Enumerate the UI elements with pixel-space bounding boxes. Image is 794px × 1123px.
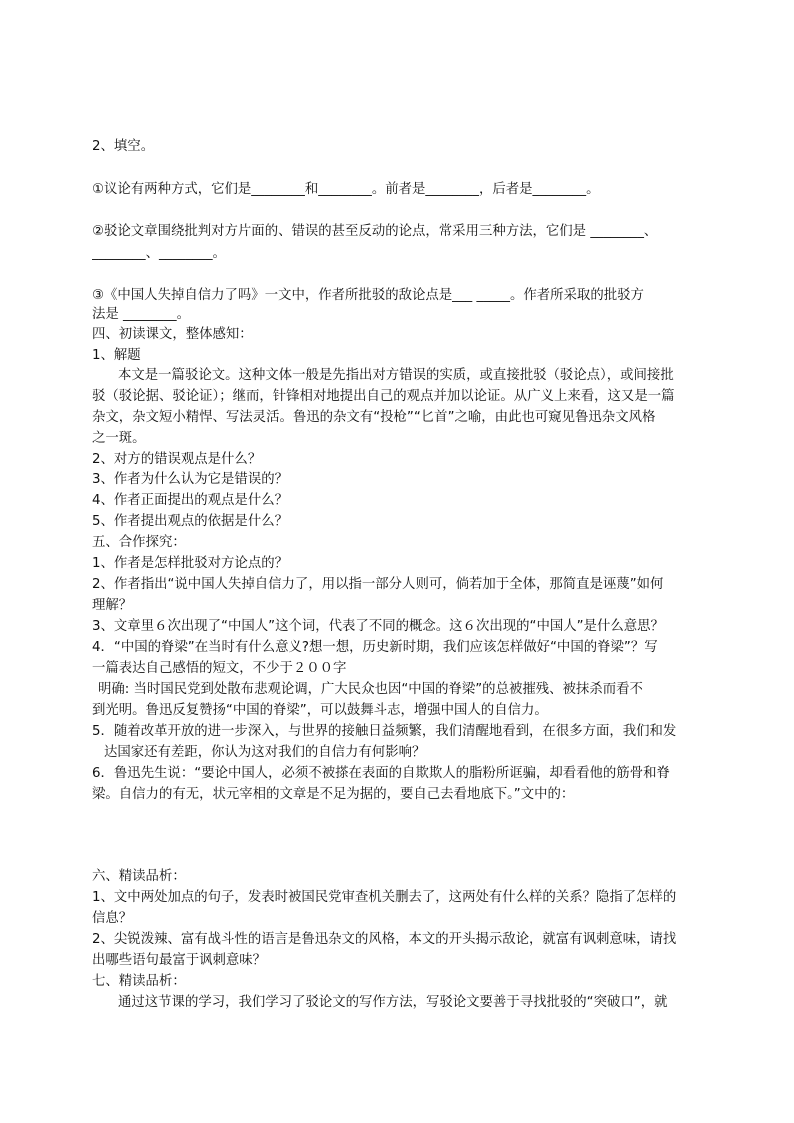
question-line: 1、文中两处加点的句子，发表时被国民党审查机关删去了，这两处有什么样的关系？隐指了怎样的 [92, 890, 677, 905]
fill-question-3-line-1: ③《中国人失掉自信力了吗》一文中，作者所批驳的敌论点是___ _____。作者所采取的批驳方 [92, 288, 644, 303]
section-heading: 五、合作探究： [92, 535, 186, 550]
question-line: 3、作者为什么认为它是错误的？ [92, 472, 288, 487]
question-line: 信息？ [92, 911, 133, 926]
section-heading: 七、精读品析： [92, 974, 186, 989]
fill-question-3-line-2: 法是 ________。 [92, 307, 190, 322]
question-line: 达国家还有差距，你认为这对我们的自信力有何影响？ [104, 745, 426, 760]
question-line: 5．随着改革开放的进一步深入，与世界的接触日益频繁，我们清醒地看到，在很多方面，我们和发 [92, 724, 677, 739]
question-line: 2、作者指出“说中国人失掉自信力了，用以指一部分人则可，倘若加于全体，那简直是诬蔑”如何 [92, 577, 664, 592]
question-line: 5、作者提出观点的依据是什么？ [92, 514, 288, 529]
paragraph-line: 杂文，杂文短小精悍、写法灵活。鲁迅的杂文有“投枪”“匕首”之喻，由此也可窥见鲁迅杂文风格 [92, 410, 656, 425]
question-line: 4．“中国的脊梁”在当时有什么意义?想一想，历史新时期，我们应该怎样做好“中国的脊梁”？写 [92, 640, 658, 655]
section-heading: 四、初读课文，整体感知： [92, 327, 253, 342]
question-line: 出哪些语句最富于讽刺意味？ [92, 953, 267, 968]
paragraph-line: 通过这节课的学习，我们学习了驳论文的写作方法，写驳论文要善于寻找批驳的“突破口”，就 [118, 995, 668, 1010]
answer-line: 明确: 当时国民党到处散布悲观论调，广大民众也因“中国的脊梁”的总被摧残、被抹杀而看不 [98, 682, 643, 697]
question-line: 2、对方的错误观点是什么？ [92, 452, 262, 467]
paragraph-line: 驳（驳论据、驳论证）；继而，针锋相对地提出自己的观点并加以论证。从广义上来看，这又是一篇 [92, 389, 675, 404]
fill-question-1: ①议论有两种方式，它们是________和________。前者是________，后者是________。 [92, 182, 600, 197]
question-line: 3、文章里６次出现了“中国人”这个词，代表了不同的概念。这６次出现的“中国人”是什么意思？ [92, 619, 664, 634]
fill-question-2-line-2: ________、________。 [92, 246, 226, 261]
section-heading: 2、填空。 [92, 139, 155, 154]
section-heading: 六、精读品析： [92, 869, 186, 884]
sub-heading: 1、解题 [92, 348, 141, 363]
answer-line: 到光明。鲁迅反复赞扬“中国的脊梁”，可以鼓舞斗志，增强中国人的自信力。 [92, 703, 548, 718]
question-line: 理解？ [92, 598, 133, 613]
question-line: 1、作者是怎样批驳对方论点的？ [92, 556, 288, 571]
question-line: 4、作者正面提出的观点是什么？ [92, 493, 288, 508]
question-line: 梁。自信力的有无，状元宰相的文章是不足为据的，要自己去看地底下。”文中的： [92, 787, 575, 802]
question-line: 2、尖锐泼辣、富有战斗性的语言是鲁迅杂文的风格，本文的开头揭示敌论，就富有讽刺意味，请找 [92, 932, 677, 947]
question-line: 6．鲁迅先生说：“要论中国人，必须不被搽在表面的自欺欺人的脂粉所诓骗，却看看他的筋骨和脊 [92, 766, 670, 781]
paragraph-line: 本文是一篇驳论文。这种文体一般是先指出对方错误的实质，或直接批驳（驳论点），或间接批 [118, 368, 674, 383]
fill-question-2-line-1: ②驳论文章围绕批判对方片面的、错误的甚至反动的论点，常采用三种方法，它们是 ________、 [92, 224, 658, 239]
paragraph-line: 之一斑。 [92, 431, 146, 446]
question-line: 一篇表达自己感悟的短文，不少于２００字 [92, 661, 347, 676]
